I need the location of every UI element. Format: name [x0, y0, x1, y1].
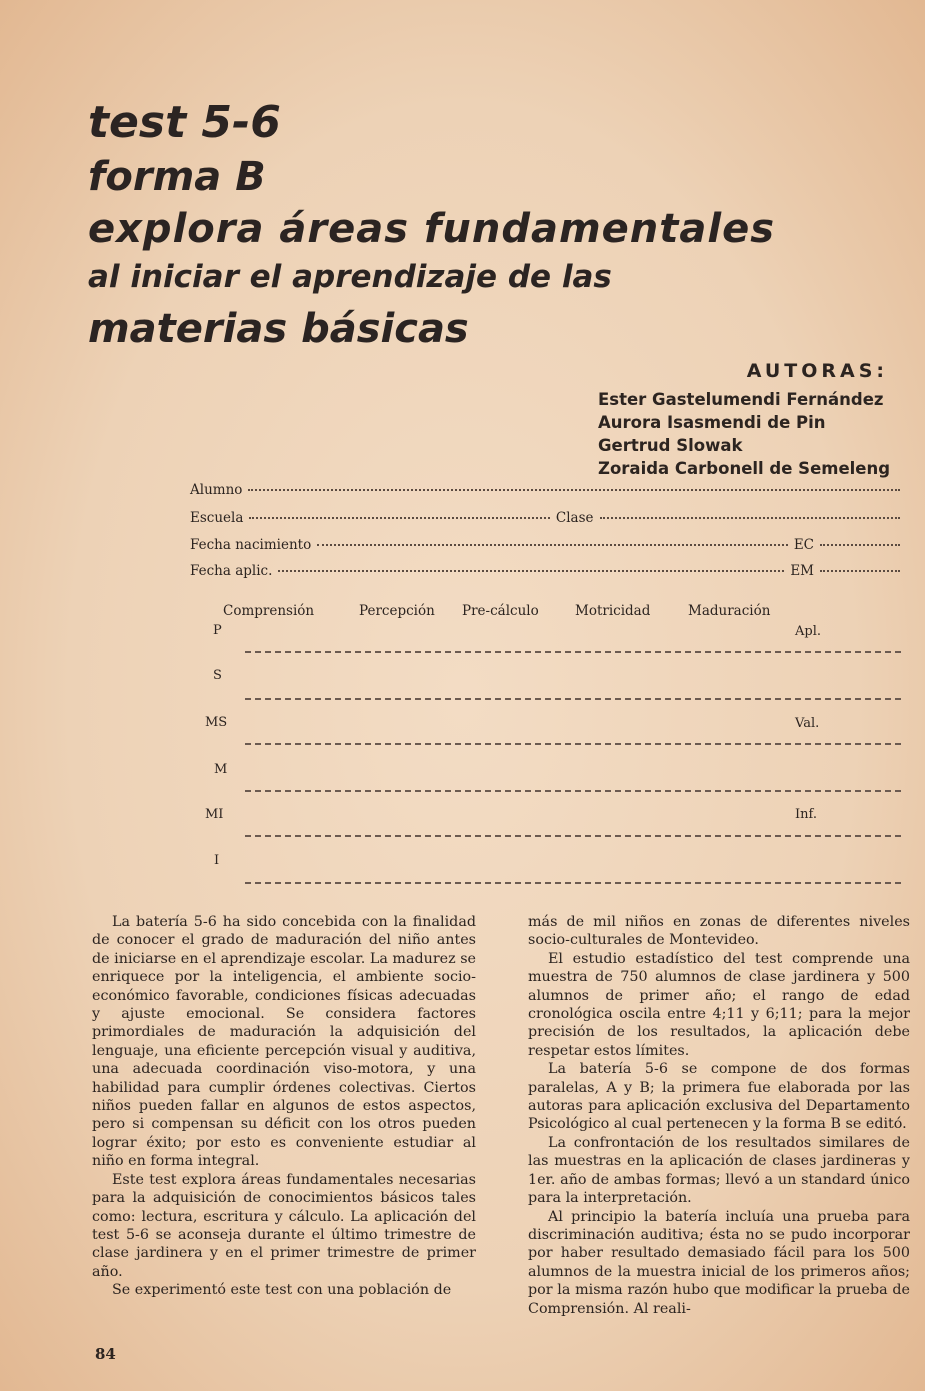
escuela-row	[190, 510, 906, 526]
fecha-nacimiento-label: Fecha nacimiento	[190, 537, 312, 553]
profile-line	[245, 698, 901, 700]
profile-line	[245, 882, 901, 884]
body-column-right	[528, 913, 910, 1318]
fecha-nacimiento-field[interactable]	[317, 543, 788, 546]
ec-field[interactable]	[820, 543, 900, 546]
author-name: Ester Gastelumendi Fernández	[598, 390, 884, 409]
clase-label: Clase	[555, 510, 594, 526]
level-s: S	[213, 668, 222, 683]
level-mi: MI	[205, 807, 224, 822]
clase-field[interactable]	[600, 516, 900, 519]
level-p: P	[213, 623, 222, 638]
alumno-label: Alumno	[190, 482, 243, 498]
em-field[interactable]	[820, 569, 900, 572]
fecha-aplic-row	[190, 563, 906, 579]
paragraph: La batería 5-6 ha sido concebida con la finalidad de conocer el grado de maduración del niño antes de iniciarse en el aprendizaje escolar. La madurez se enriquece por la inteligencia, el ambiente socio-económico favorable, condiciones físicas adecuadas y ajuste emocional. Se considera factores primordiales de maduración la adquisición del lenguaje, una eficiente percepción visual y auditiva, una adecuada coordinación viso-motora, y una habilidad para cumplir órdenes colectivas. Ciertos niños pueden fallar en algunos de estos aspectos, pero si compensan su déficit con los otros pueden lograr éxito; por esto es conveniente estudiar al niño en forma integral.	[92, 914, 477, 1170]
side-label-val: Val.	[795, 716, 820, 731]
alumno-field[interactable]	[248, 488, 900, 491]
em-label: EM	[790, 563, 814, 579]
profile-line	[245, 651, 901, 653]
author-name: Aurora Isasmendi de Pin	[598, 413, 826, 432]
fecha-aplic-field[interactable]	[278, 569, 784, 572]
paragraph: La confrontación de los resultados similares de las muestras en la aplicación de clases jardineras y 1er. año de ambas formas; llevó a un standard único para la interpretación.	[528, 1134, 910, 1207]
profile-line	[245, 743, 901, 745]
paragraph: más de mil niños en zonas de diferentes niveles socio-culturales de Montevideo.	[528, 914, 910, 949]
paragraph: El estudio estadístico del test comprende una muestra de 750 alumnos de clase jardinera y 500 alumnos de primer año; el rango de edad cronológica oscila entre 4;11 y 6;11; para la mejor precisión de los resultados, la aplicación debe respetar estos límites.	[528, 950, 910, 1059]
title-line-1: test 5-6	[88, 97, 281, 148]
author-name: Gertrud Slowak	[598, 436, 743, 455]
level-m: M	[214, 762, 228, 777]
paragraph: Se experimentó este test con una población de	[112, 1282, 452, 1299]
fecha-aplic-label: Fecha aplic.	[190, 563, 273, 579]
title-line-4: al iniciar el aprendizaje de las	[88, 259, 612, 295]
fecha-nacimiento-row	[190, 537, 906, 553]
side-label-apl: Apl.	[795, 624, 821, 639]
level-i: I	[214, 853, 220, 868]
area-pre-calculo: Pre-cálculo	[462, 603, 539, 619]
paragraph: La batería 5-6 se compone de dos formas paralelas, A y B; la primera fue elaborada por las autoras para aplicación exclusiva del Departamento Psicológico al cual pertenecen y la forma B se editó.	[528, 1061, 910, 1133]
author-name: Zoraida Carbonell de Semeleng	[598, 459, 891, 478]
alumno-row	[190, 482, 906, 498]
body-column-left	[92, 913, 476, 1300]
area-motricidad: Motricidad	[575, 603, 651, 619]
profile-line	[245, 790, 901, 792]
page-number: 84	[95, 1345, 116, 1363]
area-percepcion: Percepción	[359, 603, 435, 619]
level-ms: MS	[205, 715, 228, 730]
side-label-inf: Inf.	[795, 807, 817, 822]
area-comprension: Comprensión	[223, 603, 315, 619]
ec-label: EC	[793, 537, 814, 553]
authors-heading: AUTORAS:	[746, 360, 888, 382]
title-line-5: materias básicas	[88, 306, 469, 352]
area-maduracion: Maduración	[688, 603, 771, 619]
escuela-field[interactable]	[249, 516, 549, 519]
title-line-3: explora áreas fundamentales	[88, 206, 775, 252]
paragraph: Este test explora áreas fundamentales necesarias para la adquisición de conocimientos básicos tales como: lectura, escritura y cálculo. La aplicación del test 5-6 se aconseja durante el último trimestre de clase jardinera y en el primer trimestre de primer año.	[92, 1171, 476, 1280]
paragraph: Al principio la batería incluía una prueba para discriminación auditiva; ésta no se pudo incorporar por haber resultado demasiado fácil para los 500 alumnos de la muestra inicial de los primeros años; por la misma razón hubo que modificar la prueba de Comprensión. Al reali-	[528, 1208, 910, 1317]
escuela-label: Escuela	[190, 510, 244, 526]
title-line-2: forma B	[88, 154, 266, 200]
authors-block	[598, 360, 918, 480]
profile-line	[245, 835, 901, 837]
